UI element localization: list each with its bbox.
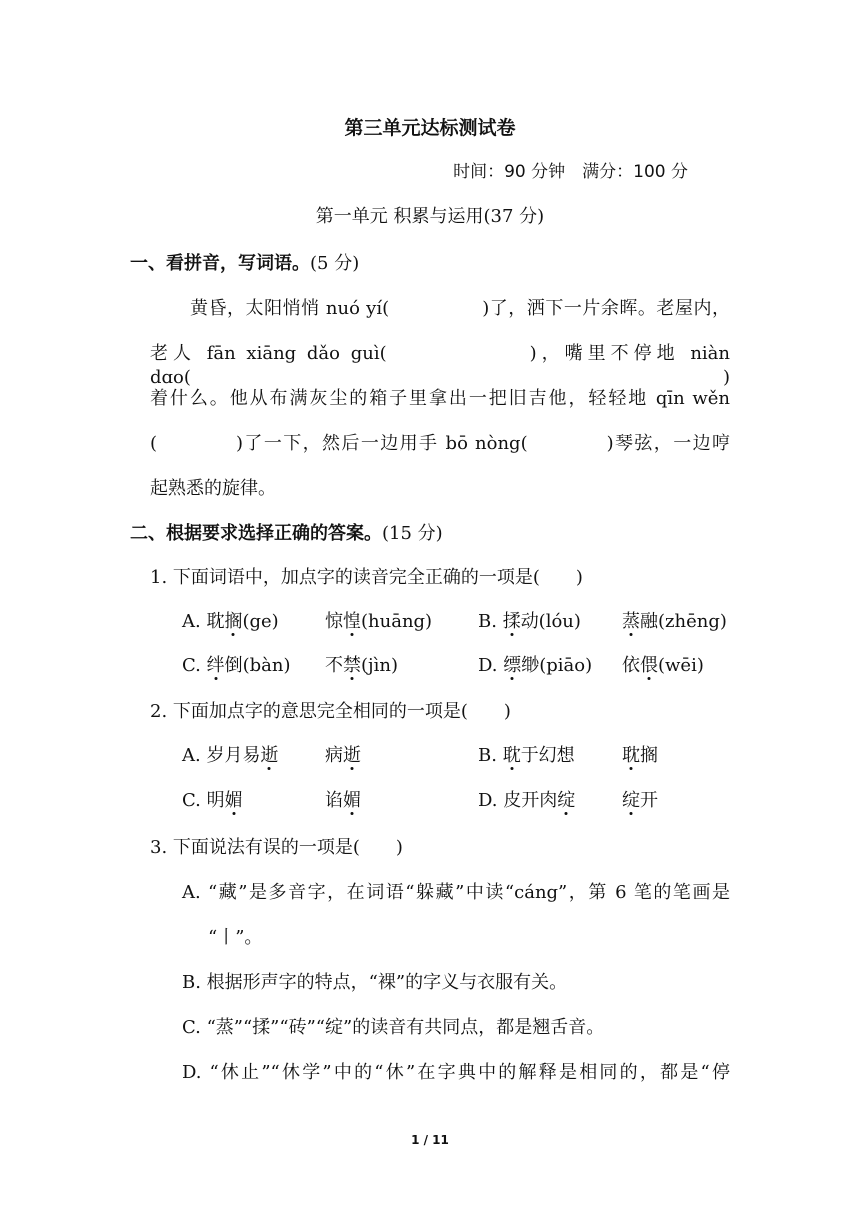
option-label: C. xyxy=(182,655,201,676)
q3-option-a: A. “藏”是多音字，在词语“躲藏”中读“cáng”，第 6 笔的笔画是 xyxy=(182,882,730,903)
q1-d-word2: 依偎(wēi) xyxy=(622,655,704,676)
option-label: D. xyxy=(478,790,498,811)
option-label: A. xyxy=(182,611,201,632)
q1-option-d xyxy=(478,654,592,678)
q1-b-word2: 蒸融(zhēng) xyxy=(622,611,727,632)
option-label: A. xyxy=(182,745,201,766)
q1-option-b xyxy=(478,610,581,634)
section1-line-5: 起熟悉的旋律。 xyxy=(150,478,276,499)
q2-a-word2: 病逝 xyxy=(325,745,361,766)
section1-title: 一、看拼音，写词语。 xyxy=(130,253,310,274)
section1-points: (5 分) xyxy=(310,253,360,274)
q2-b-word1: 耽于幻想 xyxy=(502,745,575,766)
q1-option-c xyxy=(182,654,291,678)
emphasis-dot-char: 绽 xyxy=(557,790,576,811)
section2-heading xyxy=(130,522,443,546)
section1-line-4: ( )了一下，然后一边用手 bō nòng( )琴弦，一边哼 xyxy=(150,433,730,454)
emphasis-dot-char: 惶 xyxy=(343,611,361,632)
q2-option-c xyxy=(182,789,243,813)
q2-d-word1: 皮开肉绽 xyxy=(503,790,576,811)
section1-line-2: 老人 fān xiāng dǎo guì( )，嘴里不停地 niàn dɑo( ) xyxy=(150,343,730,388)
emphasis-dot-char: 蒸 xyxy=(622,611,640,632)
page-number: 1 / 11 xyxy=(411,1133,449,1147)
emphasis-dot-char: 媚 xyxy=(224,790,243,811)
q1-c-word2: 不禁(jìn) xyxy=(325,655,398,676)
option-label: D. xyxy=(478,655,498,676)
q1-d-word1: 缥缈(piāo) xyxy=(503,655,593,676)
unit-heading: 第一单元 积累与运用(37 分) xyxy=(315,206,545,227)
emphasis-dot-char: 逝 xyxy=(260,745,279,766)
q3-option-c: C. “蒸”“揉”“砖”“绽”的读音有共同点，都是翘舌音。 xyxy=(182,1017,605,1038)
option-label: C. xyxy=(182,790,201,811)
emphasis-dot-char: 缥 xyxy=(503,655,522,676)
q2-c-word1: 明媚 xyxy=(206,790,243,811)
emphasis-dot-char: 耽 xyxy=(502,745,521,766)
q2-option-b xyxy=(478,744,575,768)
q1-a-word2: 惊惶(huāng) xyxy=(325,611,433,632)
q2-a-word1: 岁月易逝 xyxy=(206,745,279,766)
q2-option-d xyxy=(478,789,575,813)
q1-option-a xyxy=(182,610,279,634)
emphasis-dot-char: 耽 xyxy=(622,745,640,766)
section1-line-1: 黄昏，太阳悄悄 nuó yí( )了，洒下一片余晖。老屋内， xyxy=(190,298,730,319)
section2-points: (15 分) xyxy=(382,523,443,544)
q2-d-word2: 绽开 xyxy=(622,790,658,811)
q3-option-d: D. “休止”“休学”中的“休”在字典中的解释是相同的，都是“停 xyxy=(182,1062,730,1083)
section2-title: 二、根据要求选择正确的答案。 xyxy=(130,523,382,544)
q1-c-word1: 绊倒(bàn) xyxy=(206,655,291,676)
option-label: B. xyxy=(478,745,497,766)
question-1-stem: 1. 下面词语中，加点字的读音完全正确的一项是( ) xyxy=(150,567,583,588)
q3-option-a-continued: “丨”。 xyxy=(208,927,263,948)
emphasis-dot-char: 揉 xyxy=(502,611,521,632)
option-label: B. xyxy=(478,611,497,632)
q1-b-word1: 揉动(lóu) xyxy=(502,611,581,632)
section1-line-3: 着什么。他从布满灰尘的箱子里拿出一把旧吉他，轻轻地 qīn wěn xyxy=(150,388,730,409)
page-title: 第三单元达标测试卷 xyxy=(344,117,516,139)
q3-option-b: B. 根据形声字的特点，“裸”的字义与衣服有关。 xyxy=(182,972,568,993)
emphasis-dot-char: 逝 xyxy=(343,745,361,766)
emphasis-dot-char: 禁 xyxy=(343,655,361,676)
time-score-info: 时间：90 分钟 满分：100 分 xyxy=(453,162,688,182)
section1-heading xyxy=(130,252,359,276)
emphasis-dot-char: 绽 xyxy=(622,790,640,811)
q1-a-word1: 耽搁(ge) xyxy=(206,611,279,632)
emphasis-dot-char: 媚 xyxy=(343,790,361,811)
q2-b-word2: 耽搁 xyxy=(622,745,658,766)
emphasis-dot-char: 偎 xyxy=(640,655,658,676)
q2-option-a xyxy=(182,744,278,768)
q2-c-word2: 谄媚 xyxy=(325,790,361,811)
question-2-stem: 2. 下面加点字的意思完全相同的一项是( ) xyxy=(150,701,511,722)
emphasis-dot-char: 搁 xyxy=(224,611,243,632)
question-3-stem: 3. 下面说法有误的一项是( ) xyxy=(150,837,403,858)
emphasis-dot-char: 绊 xyxy=(206,655,225,676)
